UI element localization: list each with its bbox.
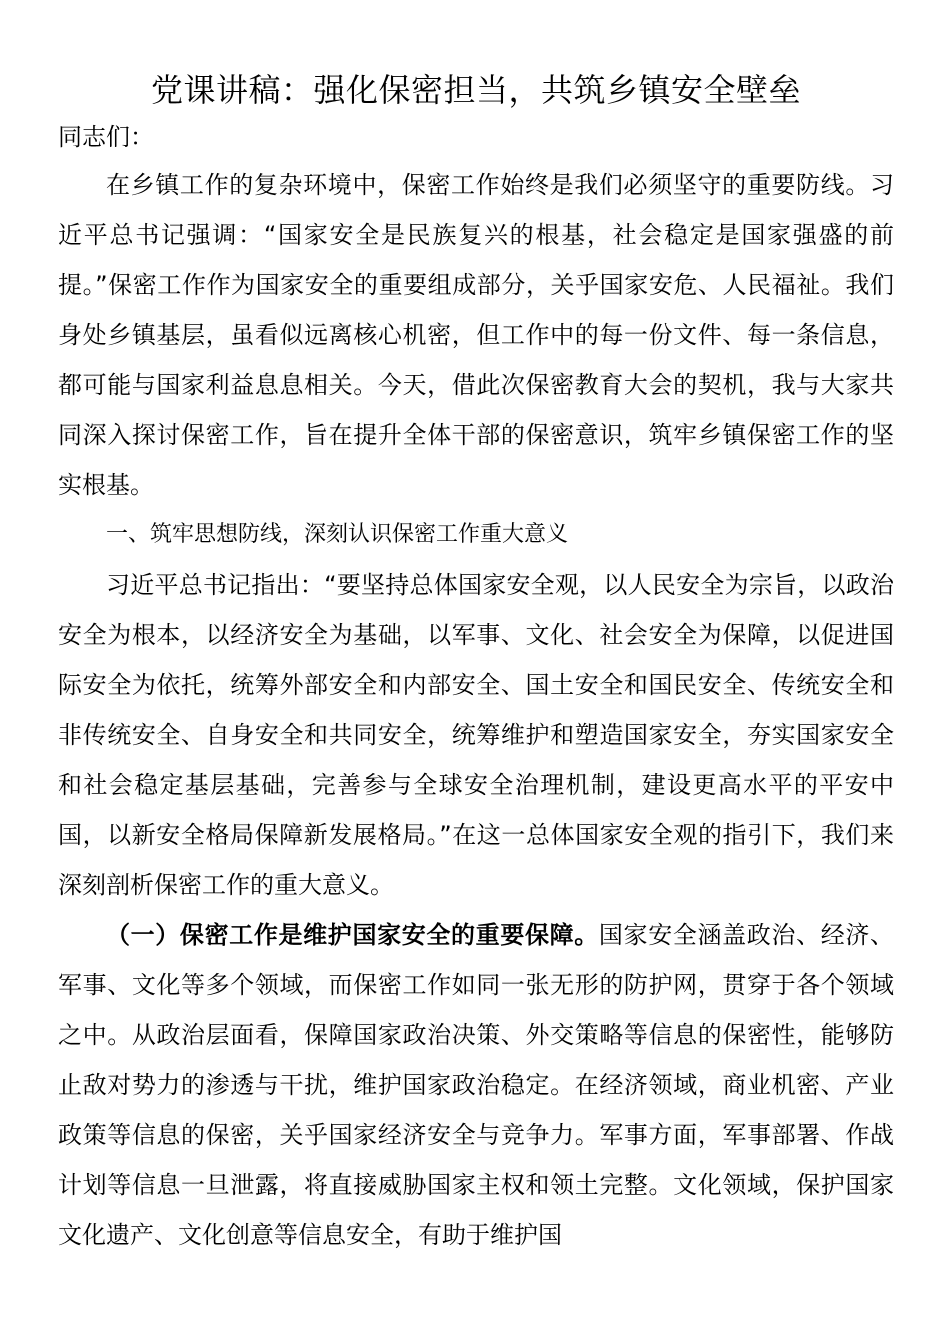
document-page xyxy=(58,62,894,1260)
salutation: 同志们： xyxy=(58,123,154,151)
subsection-heading: （一）保密工作是维护国家安全的重要保障。 xyxy=(106,921,599,949)
intro-paragraph: 在乡镇工作的复杂环境中，保密工作始终是我们必须坚守的重要防线。习近平总书记强调：“国家安全是民族复兴的根基，社会稳定是国家强盛的前提。”保密工作作为国家安全的重要组成部分，关乎国家安危、人民福祉。我们身处乡镇基层，虽看似远离核心机密，但工作中的每一份文件、每一条信息，都可能与国家利益息息相关。今天，借此次保密教育大会的契机，我与大家共同深入探讨保密工作，旨在提升全体干部的保密意识，筑牢乡镇保密工作的坚实根基。 xyxy=(58,171,894,499)
section-heading: 一、筑牢思想防线，深刻认识保密工作重大意义 xyxy=(106,522,569,547)
section-paragraph: 习近平总书记指出：“要坚持总体国家安全观，以人民安全为宗旨，以政治安全为根本，以经济安全为基础，以军事、文化、社会安全为保障，以促进国际安全为依托，统筹外部安全和内部安全、国土安全和国民安全、传统安全和非传统安全、自身安全和共同安全，统筹维护和塑造国家安全，夯实国家安全和社会稳定基层基础，完善参与全球安全治理机制，建设更高水平的平安中国，以新安全格局保障新发展格局。”在这一总体国家安全观的指引下，我们来深刻剖析保密工作的重大意义。 xyxy=(58,571,894,899)
subsection-body: 国家安全涵盖政治、经济、军事、文化等多个领域，而保密工作如同一张无形的防护网，贯穿于各个领域之中。从政治层面看，保障国家政治决策、外交策略等信息的保密性，能够防止敌对势力的渗透与干扰，维护国家政治稳定。在经济领域，商业机密、产业政策等信息的保密，关乎国家经济安全与竞争力。军事方面，军事部署、作战计划等信息一旦泄露，将直接威胁国家主权和领土完整。文化领域，保护国家文化遗产、文化创意等信息安全，有助于维护国 xyxy=(58,921,894,1249)
page-title: 党课讲稿：强化保密担当，共筑乡镇安全壁垒 xyxy=(150,71,801,109)
subsection-paragraph xyxy=(58,910,894,1260)
